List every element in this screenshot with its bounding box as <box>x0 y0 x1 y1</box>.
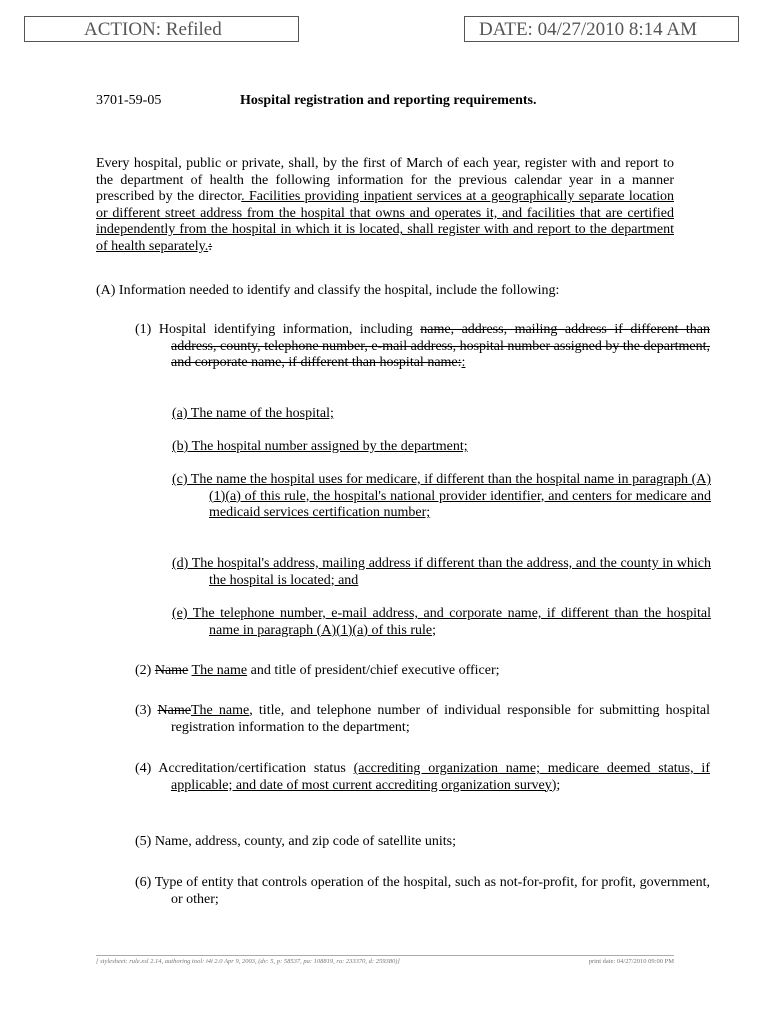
item-2-prefix: (2) <box>135 663 155 678</box>
item-4-rest: ; <box>556 777 561 793</box>
intro-deleted-text: : <box>208 238 213 254</box>
item-6: (6) Type of entity that controls operation of the hospital, such as not-for-profit, for profit, government, or other; <box>135 875 710 907</box>
item-4 <box>135 761 710 794</box>
item-3-prefix: (3) <box>135 703 158 718</box>
rule-title: Hospital registration and reporting requirements. <box>240 93 537 108</box>
item-2-inserted-text: The name <box>191 663 248 678</box>
item-3 <box>135 703 710 736</box>
section-a-heading: (A) Information needed to identify and classify the hospital, include the following: <box>96 283 560 298</box>
footer-divider <box>96 955 674 956</box>
item-2-rest: and title of president/chief executive officer; <box>247 663 500 678</box>
item-3-deleted-text: Name <box>157 703 191 718</box>
item-3-inserted-text: The name <box>190 703 250 718</box>
item-2 <box>135 663 710 680</box>
intro-text: Every hospital, public or private, shall, by the first of March of each year, register with and report to the department of health the following information for the previous calendar year in a manner prescribed by the director <box>96 156 674 205</box>
action-status-box <box>24 16 299 42</box>
intro-inserted-text: . Facilities providing inpatient services at a geographically separate location or different street address from the hospital that owns and operates it, and facilities that are certified independently from the hospital in which it is located, shall register with and report to the department of health separately. <box>96 189 674 254</box>
rule-number: 3701-59-05 <box>96 93 162 108</box>
item-4-prefix: (4) Accreditation/certification status <box>135 761 354 776</box>
intro-paragraph <box>96 156 674 256</box>
footer-print-date: print date: 04/27/2010 09:00 PM <box>588 958 674 965</box>
footer-stylesheet-info: [ stylesheet: rule.xsl 2.14, authoring tool: i4i 2.0 Apr 9, 2003, (dv: 5, p: 58537, pa: 108819, ra: 233370, d: 259380)] <box>96 958 400 965</box>
item-4-inserted-text: (accrediting organization name; medicare deemed status, if applicable; and date of most current accrediting organization survey) <box>171 761 710 793</box>
item-5: (5) Name, address, county, and zip code of satellite units; <box>135 834 456 849</box>
subitem-d: (d) The hospital's address, mailing address if different than the address, and the county in which the hospital is located; and <box>172 556 711 588</box>
subitem-e: (e) The telephone number, e-mail address, and corporate name, if different than the hospital name in paragraph (A)(1)(a) of this rule; <box>172 606 711 638</box>
subitem-b: (b) The hospital number assigned by the department; <box>172 439 468 454</box>
item-3-rest: , title, and telephone number of individual responsible for submitting hospital registration information to the department; <box>171 703 710 735</box>
item-1-deleted-text: name, address, mailing address if different than address, county, telephone number, e-mail address, hospital number assigned by the department, and corporate name, if different than hospital name: <box>171 322 710 371</box>
item-2-deleted-text: Name <box>154 663 189 678</box>
subitem-a: (a) The name of the hospital; <box>172 406 334 421</box>
item-1 <box>135 322 710 372</box>
date-box <box>464 16 739 42</box>
date-text: DATE: 04/27/2010 8:14 AM <box>479 19 697 40</box>
action-status-text: ACTION: Refiled <box>84 19 222 40</box>
item-1-prefix: (1) Hospital identifying information, including <box>135 322 421 337</box>
item-1-inserted-text: : <box>461 355 466 371</box>
subitem-c: (c) The name the hospital uses for medicare, if different than the hospital name in paragraph (A)(1)(a) of this rule, the hospital's national provider identifier, and centers for medicare and medicaid services certification number; <box>172 472 711 521</box>
